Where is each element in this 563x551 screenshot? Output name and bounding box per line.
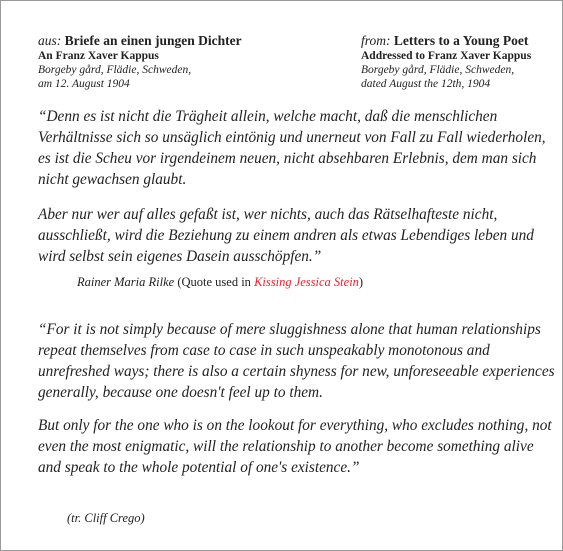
english-place: Borgeby gård, Flädie, Schweden, bbox=[361, 64, 515, 76]
english-paragraph-1: “For it is not simply because of mere sluggishness alone that human relationships repeat themselves from case to case in such unspeakably monotonous and unrefreshed ways; there is also a certain shyness for new, unforeseeable experiences generally, because one doesn't feel up to them. bbox=[38, 321, 555, 401]
german-date: am 12. August 1904 bbox=[38, 78, 130, 90]
header-german bbox=[38, 33, 242, 91]
author-name: Rainer Maria Rilke bbox=[77, 275, 175, 289]
film-title: Kissing Jessica Stein bbox=[254, 275, 359, 289]
english-addressee: Addressed to Franz Xaver Kappus bbox=[361, 50, 532, 62]
english-prefix: from: bbox=[361, 33, 391, 48]
german-book-title: Briefe an einen jungen Dichter bbox=[64, 33, 242, 48]
attribution-note-prefix: (Quote used in bbox=[177, 275, 251, 289]
german-prefix: aus: bbox=[38, 33, 62, 48]
german-place: Borgeby gård, Flädie, Schweden, bbox=[38, 64, 192, 76]
quote-attribution bbox=[77, 274, 363, 290]
attribution-note-suffix: ) bbox=[358, 275, 364, 289]
german-addressee: An Franz Xaver Kappus bbox=[38, 50, 159, 62]
english-paragraph-2: But only for the one who is on the lookout for everything, who excludes nothing, not even the most enigmatic, will the relationship to another become something alive and speak to the whole potential of one's existence.” bbox=[38, 417, 552, 476]
translator-credit: (tr. Cliff Crego) bbox=[67, 511, 145, 525]
german-paragraph-1: “Denn es ist nicht die Trägheit allein, welche macht, daß die menschlichen Verhältnisse sich so unsäglich eintönig und unerneut von Fall zu Fall wiederholen, es ist die Scheu vor irgendeinem neuen, nicht absehbaren Erlebnis, dem man sich nicht gewachsen glaubt. bbox=[38, 108, 546, 188]
german-paragraph-2: Aber nur wer auf alles gefaßt ist, wer nichts, auch das Rätselhafteste nicht, ausschließt, wird die Beziehung zu einem andren als etwas Lebendiges leben und wird selbst sein eigenes Dasein ausschöpfen.” bbox=[38, 206, 534, 265]
english-title-line bbox=[361, 33, 531, 49]
german-title-line bbox=[38, 33, 242, 49]
english-date: dated August the 12th, 1904 bbox=[361, 78, 491, 90]
header-english bbox=[361, 33, 531, 91]
english-book-title: Letters to a Young Poet bbox=[393, 33, 529, 48]
